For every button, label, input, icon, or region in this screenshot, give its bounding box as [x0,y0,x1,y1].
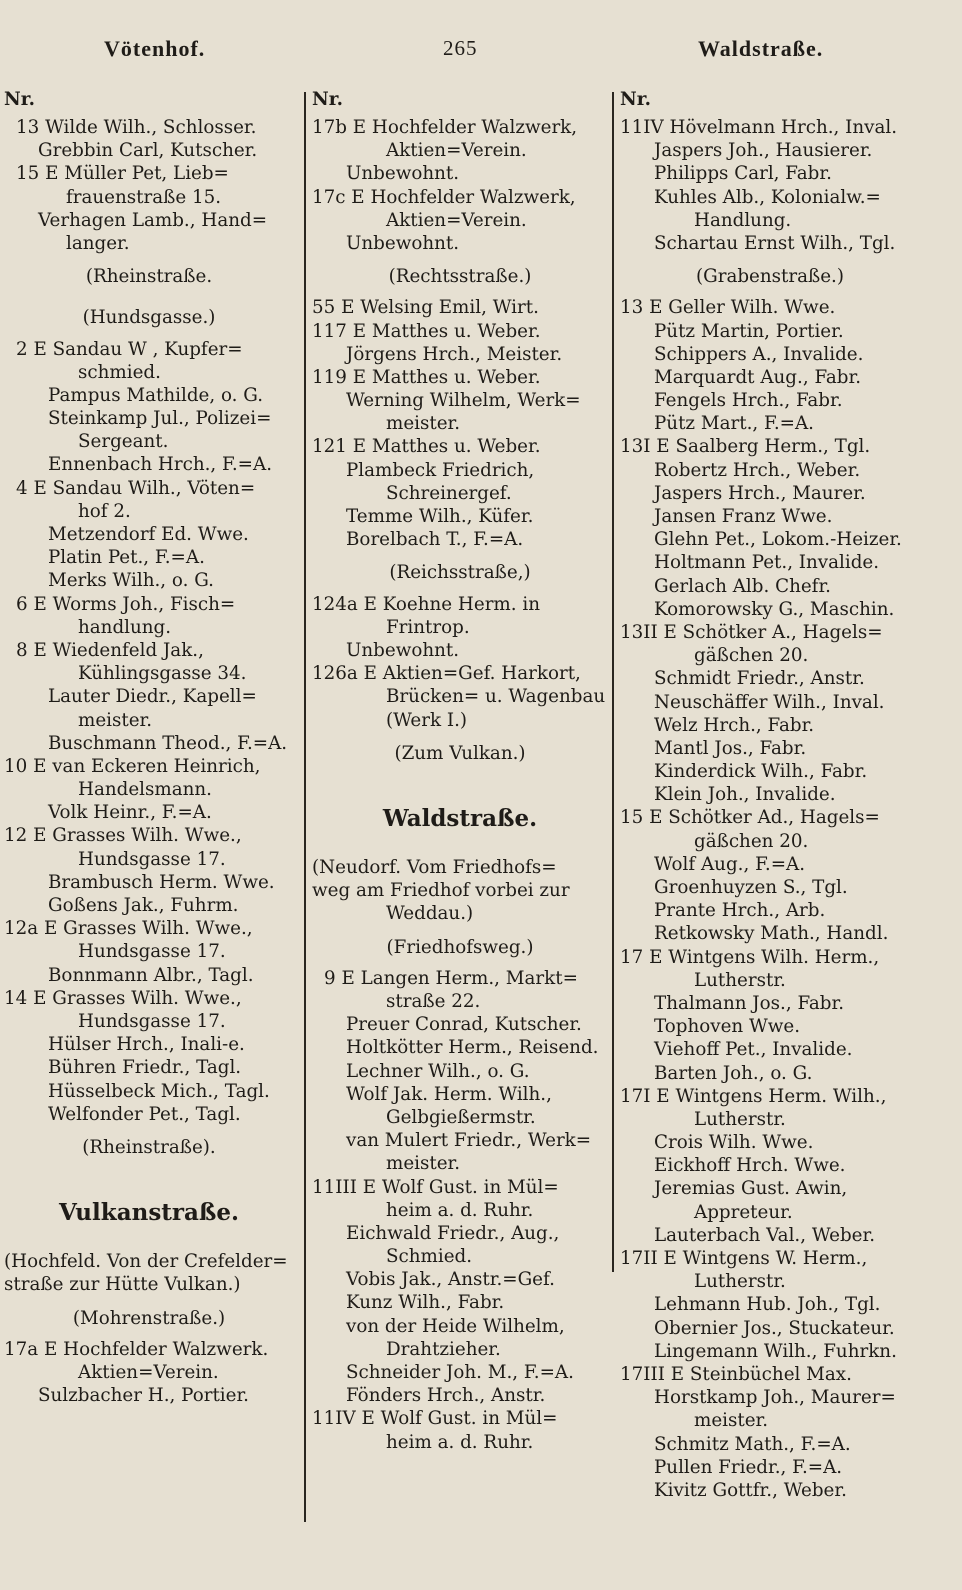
entry-line: 119 E Matthes u. Weber. [312,366,541,388]
entry-line: Schmidt Friedr., Anstr. [654,668,865,690]
number-label: Nr. [312,89,344,110]
entry-line: heim a. d. Ruhr. [386,1431,534,1453]
entry-line: 12a E Grasses Wilh. Wwe., [4,918,253,940]
entry-line: Horstkamp Joh., Maurer= [654,1387,896,1409]
entry-line: 11III E Wolf Gust. in Mül= [312,1176,559,1198]
header-left-street: Vötenhof. [104,36,206,61]
entry-line: Groenhuyzen S., Tgl. [654,877,848,898]
entry-line: Lutherstr. [694,1108,786,1130]
entry-line: van Mulert Friedr., Werk= [346,1130,592,1152]
entry-line: Welfonder Pet., Tagl. [48,1103,241,1125]
entry-line: Schmitz Math., F.=A. [654,1433,851,1455]
entry-line: (Werk I.) [386,709,468,731]
entry-line: 13 Wilde Wilh., Schlosser. [16,117,257,138]
entry-line: Holtmann Pet., Invalide. [654,552,880,574]
entry-line: Komorowsky G., Maschin. [654,598,895,620]
entry-line: Klein Joh., Invalide. [654,784,836,806]
entry-line: 12 E Grasses Wilh. Wwe., [4,825,242,847]
column-rule-left [304,92,306,1522]
entry-line: meister. [386,413,461,435]
entry-line: Aktien=Verein. [386,209,527,231]
entry-line: Ennenbach Hrch., F.=A. [48,454,273,476]
entry-line: 55 E Welsing Emil, Wirt. [312,297,539,319]
entry-line: 17c E Hochfelder Walzwerk, [312,186,576,208]
entry-line: Eichwald Friedr., Aug., [346,1222,560,1244]
page-header [0,36,962,76]
entry-line: Hüsselbeck Mich., Tagl. [48,1080,270,1102]
street-title: Waldstraße. [382,804,538,832]
entry-line: Borelbach T., F.=A. [346,529,524,551]
entry-line: 117 E Matthes u. Weber. [312,320,541,342]
entry-line: Schreinergef. [386,482,512,504]
column-3 [620,88,920,1502]
entry-line: Robertz Hrch., Weber. [654,459,861,481]
entry-line: Appreteur. [694,1201,793,1223]
entry-line: handlung. [78,616,172,638]
entry-line: 17II E Wintgens W. Herm., [620,1248,868,1269]
entry-line: Merks Wilh., o. G. [48,570,214,592]
entry-line: 2 E Sandau W , Kupfer= [16,338,243,360]
entry-line: Schartau Ernst Wilh., Tgl. [654,232,896,254]
entry-line: 17 E Wintgens Wilh. Herm., [620,946,880,968]
entry-line: weg am Friedhof vorbei zur [312,880,570,902]
street-section-heading: (Grabenstraße.) [695,266,844,288]
page-number: 265 [443,36,478,60]
entry-line: Aktien=Verein. [386,140,527,162]
entry-line: Handlung. [694,209,792,231]
entry-line: 121 E Matthes u. Weber. [312,436,541,458]
entry-line: Unbewohnt. [346,232,460,254]
entry-line: Lutherstr. [694,1271,786,1293]
entry-line: Brücken= u. Wagenbau [386,686,606,708]
entry-line: Vobis Jak., Anstr.=Gef. [346,1269,555,1291]
number-label: Nr. [620,89,652,110]
entry-line: 17b E Hochfelder Walzwerk, [312,117,578,138]
entry-line: 9 E Langen Herm., Markt= [324,967,578,989]
entry-line: Jeremias Gust. Awin, [654,1178,848,1200]
entry-line: Mantl Jos., Fabr. [654,737,807,759]
entry-line: Metzendorf Ed. Wwe. [48,524,249,545]
entry-line: Schmied. [386,1246,473,1268]
entry-line: straße zur Hütte Vulkan.) [4,1274,241,1296]
entry-line: Retkowsky Math., Handl. [654,923,889,945]
entry-line: Hülser Hrch., Inali-e. [48,1034,245,1056]
entry-line: Glehn Pet., Lokom.-Heizer. [654,529,902,551]
entry-line: Pampus Mathilde, o. G. [48,384,264,406]
entry-line: heim a. d. Ruhr. [386,1199,534,1221]
entry-line: 10 E van Eckeren Heinrich, [4,755,261,777]
entry-line: Unbewohnt. [346,163,460,185]
entry-line: Lechner Wilh., o. G. [346,1060,530,1082]
entry-line: 17a E Hochfelder Walzwerk. [4,1338,269,1360]
entry-line: Aktien=Verein. [78,1362,219,1383]
entry-line: Gelbgießermstr. [386,1106,536,1128]
entry-line: Bonnmann Albr., Tagl. [48,964,254,986]
entry-line: Kühlingsgasse 34. [78,663,247,685]
street-section-heading: (Reichsstraße,) [389,562,531,584]
street-section-heading: (Friedhofsweg.) [386,936,534,958]
street-section-heading: (Rechtsstraße.) [388,266,532,288]
entry-line: schmied. [78,361,161,383]
entry-line: Gerlach Alb. Chefr. [654,575,831,597]
entry-line: 4 E Sandau Wilh., Vöten= [16,477,256,499]
entry-line: Philipps Carl, Fabr. [654,163,832,185]
entry-line: Sulzbacher H., Portier. [38,1385,249,1407]
entry-line: Sergeant. [78,431,169,453]
entry-line: Bühren Friedr., Tagl. [48,1057,242,1079]
entry-line: 13 E Geller Wilh. Wwe. [620,297,836,319]
street-title: Vulkanstraße. [58,1199,240,1227]
entry-line: Kunz Wilh., Fabr. [346,1292,505,1314]
entry-line: Frintrop. [386,616,470,638]
entry-line: Verhagen Lamb., Hand= [38,209,268,231]
entry-line: Kinderdick Wilh., Fabr. [654,761,868,783]
entry-line: Wolf Aug., F.=A. [654,853,806,875]
entry-line: (Hochfeld. Von der Crefelder= [4,1251,288,1273]
entry-line: gäßchen 20. [694,830,809,852]
street-section-heading: (Rheinstraße). [82,1136,216,1158]
entry-line: meister. [78,709,153,731]
entry-line: Pütz Martin, Portier. [654,320,844,342]
entry-line: frauenstraße 15. [66,186,222,208]
entry-line: Lutherstr. [694,969,786,991]
entry-line: Steinkamp Jul., Polizei= [48,408,272,430]
number-label: Nr. [4,89,36,110]
entry-line: Kivitz Gottfr., Weber. [654,1479,847,1501]
entry-line: Buschmann Theod., F.=A. [48,732,288,754]
street-section-heading: (Rheinstraße. [85,266,213,288]
entry-line: 6 E Worms Joh., Fisch= [16,593,236,615]
entry-line: Kuhles Alb., Kolonialw.= [654,186,881,208]
entry-line: Platin Pet., F.=A. [48,547,205,569]
street-section-heading: (Hundsgasse.) [82,307,216,329]
entry-line: gäßchen 20. [694,645,809,667]
entry-line: meister. [386,1153,461,1175]
entry-line: 11IV Hövelmann Hrch., Inval. [620,117,898,138]
entry-line: Lehmann Hub. Joh., Tgl. [654,1294,881,1316]
entry-line: Preuer Conrad, Kutscher. [346,1014,582,1036]
entry-line: 8 E Wiedenfeld Jak., [16,639,204,661]
entry-line: Unbewohnt. [346,639,460,661]
column-1 [4,88,294,1407]
entry-line: Pütz Mart., F.=A. [654,413,814,435]
entry-line: Lauterbach Val., Weber. [654,1224,876,1246]
entry-line: langer. [66,232,130,254]
street-section-heading: (Zum Vulkan.) [394,742,526,764]
entry-line: Werning Wilhelm, Werk= [346,390,581,412]
entry-line: Jansen Franz Wwe. [654,506,833,527]
entry-line: Neuschäffer Wilh., Inval. [654,691,885,713]
entry-line: Jaspers Hrch., Maurer. [654,482,866,504]
entry-line: 17III E Steinbüchel Max. [620,1363,852,1385]
entry-line: Fengels Hrch., Fabr. [654,390,843,412]
entry-line: 17I E Wintgens Herm. Wilh., [620,1085,887,1107]
entry-line: Brambusch Herm. Wwe. [48,871,275,893]
entry-line: Marquardt Aug., Fabr. [654,366,862,388]
entry-line: Volk Heinr., F.=A. [48,802,212,824]
entry-line: hof 2. [78,500,131,522]
entry-line: Schneider Joh. M., F.=A. [346,1362,574,1383]
entry-line: Fönders Hrch., Anstr. [346,1385,546,1407]
entry-line: Hundsgasse 17. [78,848,226,870]
entry-line: Plambeck Friedrich, [346,459,535,481]
entry-line: Schippers A., Invalide. [654,343,864,365]
entry-line: Barten Joh., o. G. [654,1062,813,1084]
entry-line: Lingemann Wilh., Fuhrkn. [654,1340,897,1362]
entry-line: Goßens Jak., Fuhrm. [48,895,239,916]
entry-line: Lauter Diedr., Kapell= [48,686,257,708]
entry-line: Eickhoff Hrch. Wwe. [654,1155,846,1177]
entry-line: Jörgens Hrch., Meister. [346,343,563,365]
entry-line: 13II E Schötker A., Hagels= [620,621,883,643]
entry-line: Obernier Jos., Stuckateur. [654,1317,895,1339]
column-2 [312,88,608,1454]
column-rule-right [612,92,614,1272]
entry-line: 15 E Schötker Ad., Hagels= [620,807,880,829]
entry-line: Jaspers Joh., Hausierer. [654,140,873,162]
entry-line: (Neudorf. Vom Friedhofs= [312,857,557,879]
entry-line: straße 22. [386,991,481,1012]
header-right-street: Waldstraße. [698,36,824,61]
entry-line: Welz Hrch., Fabr. [654,714,815,736]
entry-line: meister. [694,1410,769,1432]
entry-line: Weddau.) [386,903,474,925]
entry-line: Temme Wilh., Küfer. [346,506,534,527]
entry-line: 15 E Müller Pet, Lieb= [16,163,229,185]
entry-line: Holtkötter Herm., Reisend. [346,1037,599,1059]
entry-line: 14 E Grasses Wilh. Wwe., [4,987,242,1009]
entry-line: Viehoff Pet., Invalide. [654,1039,853,1061]
entry-line: 126a E Aktien=Gef. Harkort, [312,663,581,685]
entry-line: 124a E Koehne Herm. in [312,593,541,615]
entry-line: Pullen Friedr., F.=A. [654,1456,843,1478]
entry-line: Hundsgasse 17. [78,1010,226,1032]
entry-line: Prante Hrch., Arb. [654,900,826,922]
entry-line: 11IV E Wolf Gust. in Mül= [312,1408,558,1430]
entry-line: Wolf Jak. Herm. Wilh., [346,1083,552,1105]
entry-line: 13I E Saalberg Herm., Tgl. [620,436,871,458]
entry-line: von der Heide Wilhelm, [346,1315,565,1337]
entry-line: Crois Wilh. Wwe. [654,1132,814,1154]
entry-line: Handelsmann. [78,779,212,801]
entry-line: Drahtzieher. [386,1338,501,1360]
entry-line: Grebbin Carl, Kutscher. [38,140,258,162]
entry-line: Thalmann Jos., Fabr. [654,992,845,1014]
entry-line: Hundsgasse 17. [78,941,226,963]
entry-line: Tophoven Wwe. [654,1016,801,1038]
street-section-heading: (Mohrenstraße.) [72,1307,226,1329]
